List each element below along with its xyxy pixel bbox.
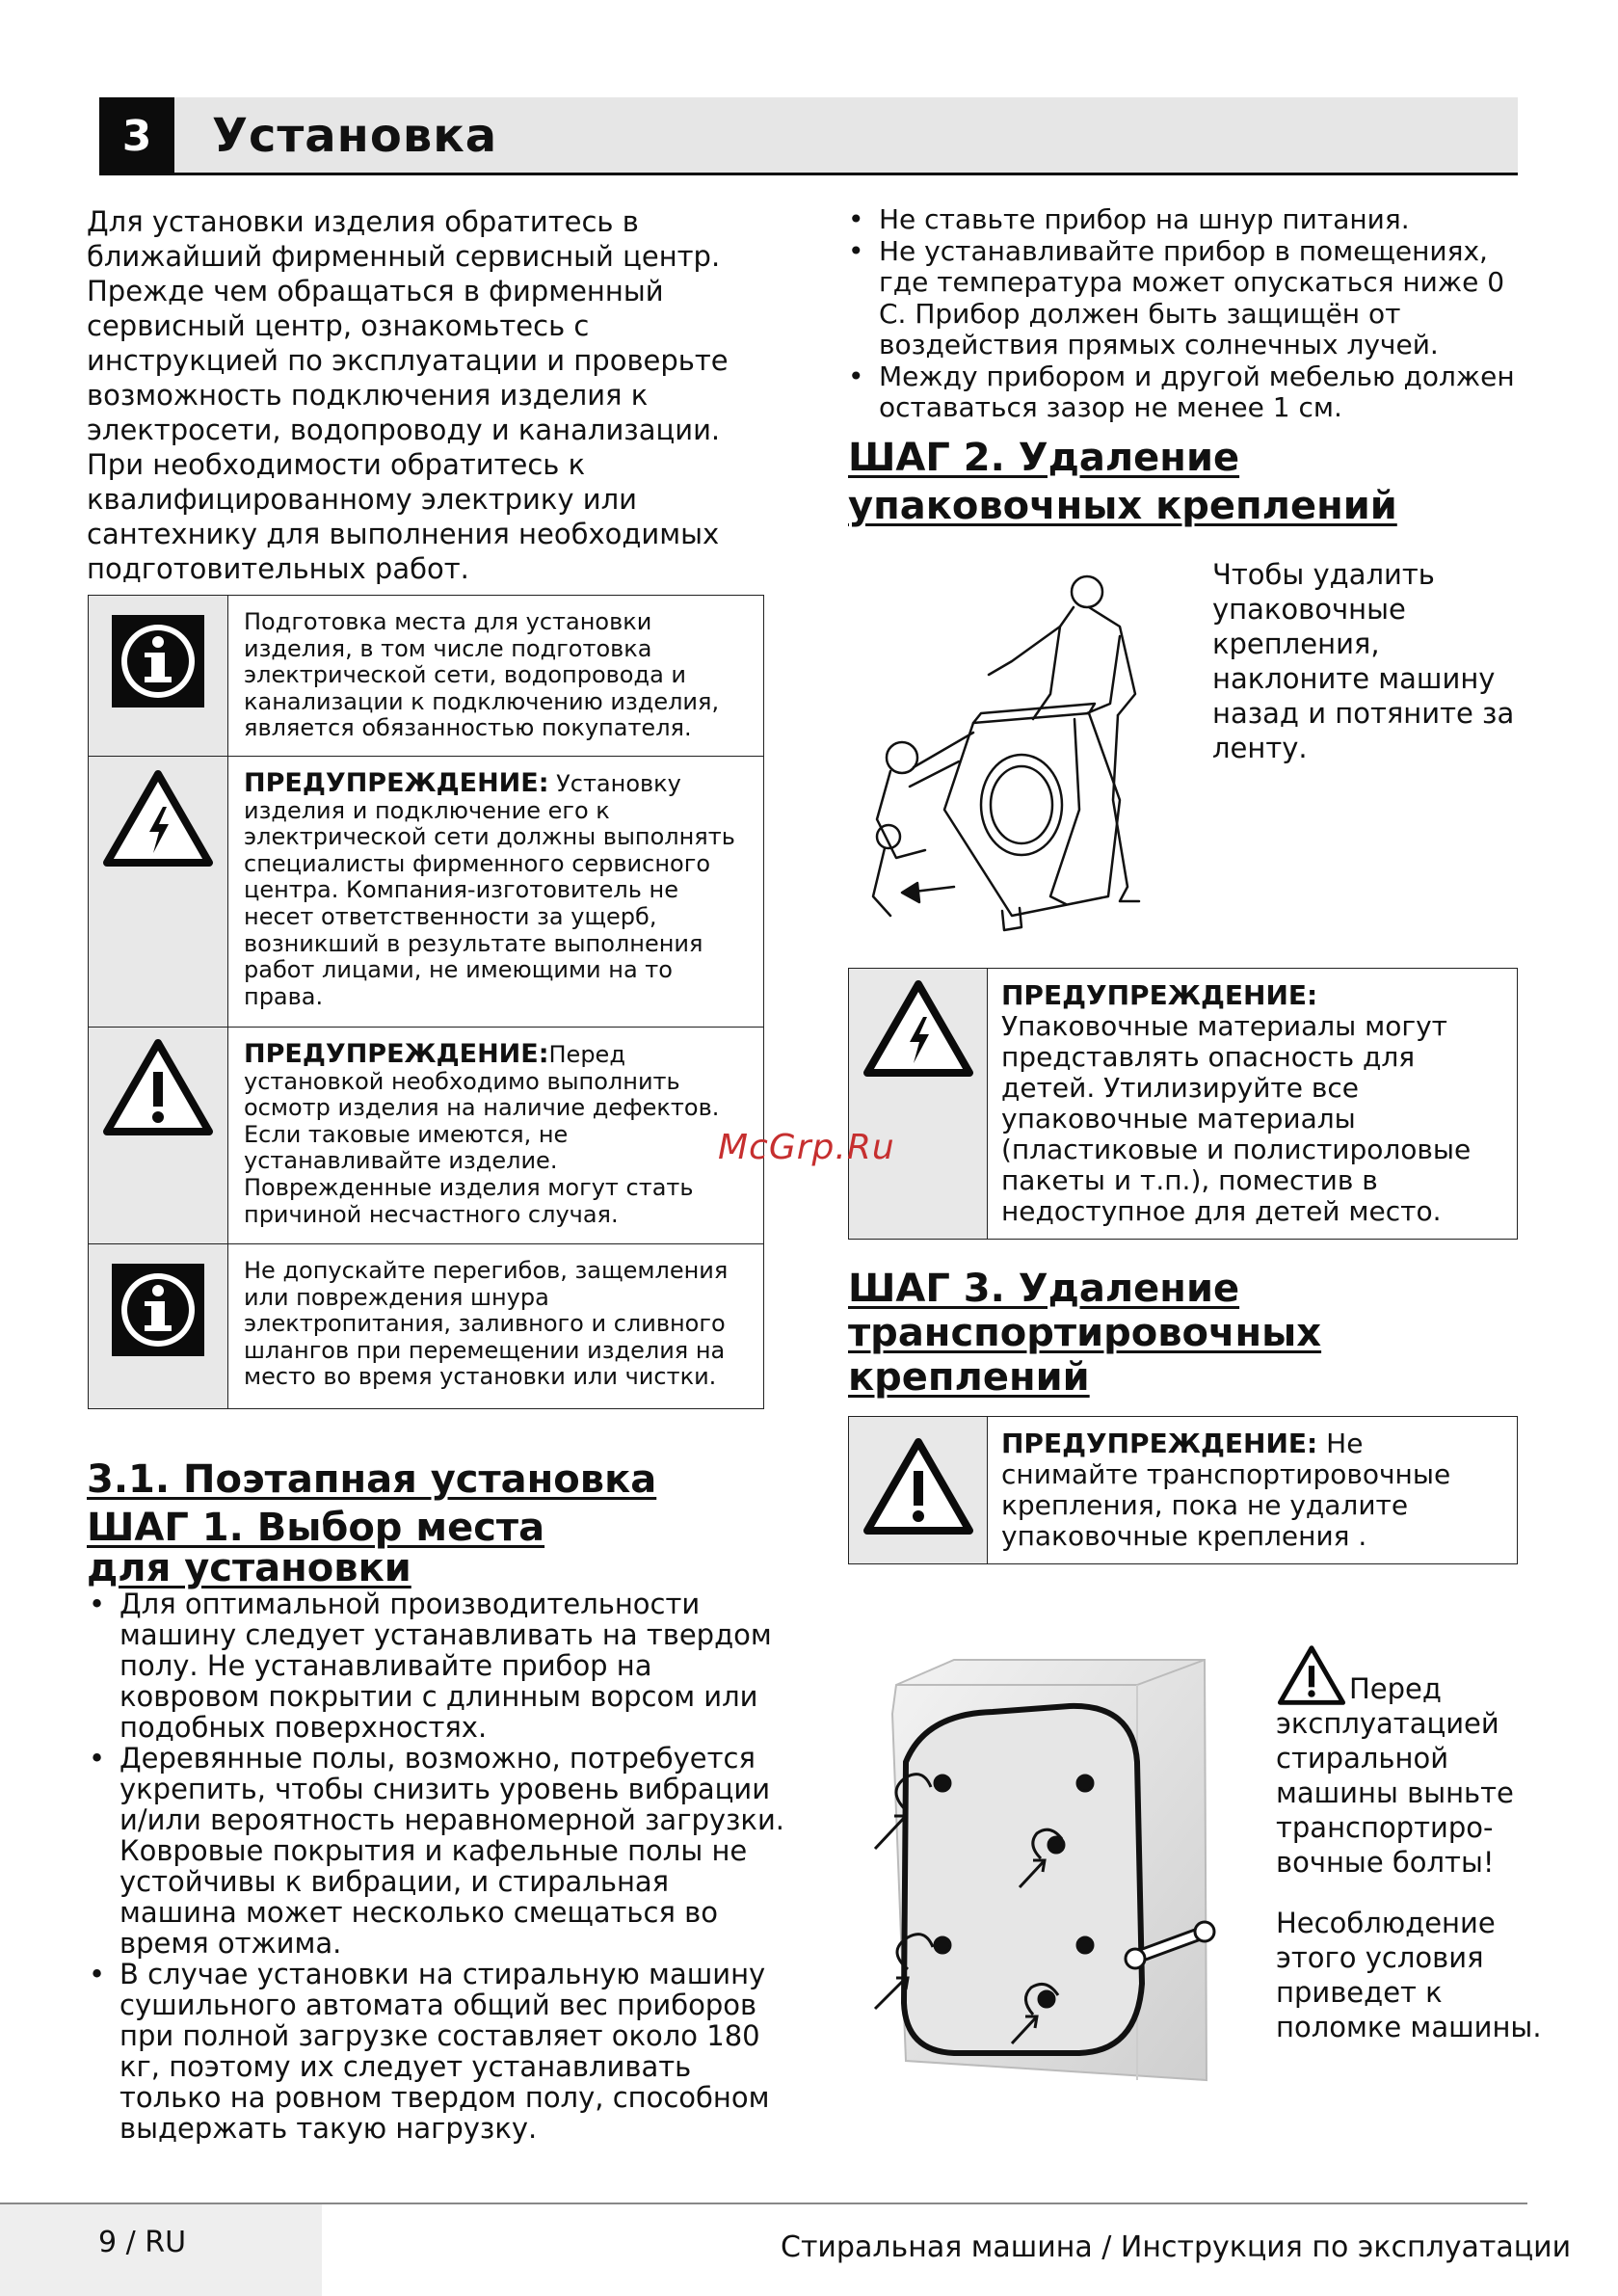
step2-instruction: Чтобы удалить упаковочные крепления, наклоните машину назад и потяните за ленту. — [1212, 558, 1515, 764]
page-number: 9 / RU — [98, 2226, 187, 2259]
list-item: • Для оптимальной производительности машину следует устанавливать на твердом полу. Не устанавливайте прибор на ковровом покрытии с длинным ворсом или подобных поверхностях. — [87, 1589, 795, 1743]
step2-warning-box — [848, 968, 1518, 1240]
notice-text: Подготовка места для установки изделия, в том числе подготовка электрической сети, водопровода и канализации к подключению изделия, является обязанностью покупателя. — [244, 608, 720, 742]
electric-warning-icon — [89, 757, 228, 1027]
step3-warning-box — [848, 1416, 1518, 1564]
list-item: • Деревянные полы, возможно, потребуется укрепить, чтобы снизить уровень вибрации и/или вероятность неравномерной загрузки. Ковровые покрытия и кафельные полы не устойчивы к вибрации, и стиральная машина может несколько смещаться во время отжима. — [87, 1743, 795, 1959]
warning-text: Упаковочные материалы могут представлять опасность для детей. Утилизируйте все упаковочные материалы (пластиковые и полистироловые пакеты и т.п.), поместив в недоступное для детей место. — [1001, 1010, 1472, 1227]
bolts-note-text: Перед эксплуатацией стиральной машины выньте транспортиро-вочные болты! — [1276, 1672, 1514, 1879]
watermark: McGrp.Ru — [718, 1128, 895, 1167]
notice-row — [89, 1027, 763, 1243]
list-item: • Между прибором и другой мебелью должен оставаться зазор не менее 1 см. — [846, 361, 1540, 424]
subsection-title: 3.1. Поэтапная установка — [87, 1457, 657, 1502]
intro-paragraph: Для установки изделия обратитесь в ближайший фирменный сервисный центр. Прежде чем обращаться в фирменный сервисный центр, ознакомьтесь с инструкцией по эксплуатации и проверьте возможность подключения изделия к электросети, водопроводу и канализации. При необходимости обратитесь к квалифицированному электрику или сантехнику для выполнения необходимых подготовительных работ. — [87, 205, 729, 585]
step3-title-line: креплений — [848, 1355, 1090, 1400]
warning-icon — [89, 1028, 228, 1243]
warning-icon — [849, 1417, 988, 1563]
bolts-consequence-note: Несоблюдение этого условия приведет к поломке машины. — [1276, 1907, 1542, 2043]
bolts-note — [1276, 1644, 1546, 1880]
warning-text: Не снимайте транспортировочные крепления, пока не удалите упаковочные крепления . — [1001, 1428, 1451, 1552]
step3-title — [848, 1267, 1542, 1400]
section-title: Установка — [212, 109, 498, 163]
notice-table — [88, 595, 764, 1409]
list-item: • Не ставьте прибор на шнур питания. — [846, 204, 1540, 236]
notice-row — [89, 1243, 763, 1408]
notice-text: Перед установкой необходимо выполнить осмотр изделия на наличие дефектов. Если таковые имеются, не устанавливайте изделие. Поврежденные изделия могут стать причиной несчастного случая. — [244, 1041, 720, 1228]
step1-title: ШАГ 1. Выбор места — [87, 1506, 545, 1550]
electric-warning-icon — [849, 969, 988, 1239]
notice-title: ПРЕДУПРЕЖДЕНИЕ: — [244, 1039, 549, 1069]
notice-text: Установку изделия и подключение его к электрической сети должны выполнять специалисты фирменного сервисного центра. Компания-изготовитель не несет ответственности за ущерб, возникший в результате выполнения работ лицами, не имеющими на то права. — [244, 770, 735, 1010]
footer-title: Стиральная машина / Инструкция по эксплуатации — [781, 2230, 1572, 2264]
placement-bullet-list — [846, 204, 1540, 424]
list-item: • В случае установки на стиральную машину сушильного автомата общий вес приборов при полной загрузке составляет около 180 кг, поэтому их следует устанавливать только на ровном твердом полу, способном выдержать такую нагрузку. — [87, 1959, 795, 2144]
step3-title-line: ШАГ 3. Удаление — [848, 1267, 1240, 1311]
notice-text: Не допускайте перегибов, защемления или повреждения шнура электропитания, заливного и сливного шлангов при перемещении изделия на место во время установки или чистки. — [244, 1257, 729, 1391]
step2-title — [848, 436, 1542, 528]
step1-bullet-list — [87, 1589, 795, 2144]
transport-bolts-illustration — [848, 1656, 1224, 2090]
warning-title: ПРЕДУПРЕЖДЕНИЕ: — [1001, 979, 1318, 1011]
step3-title-line: транспортировочных — [848, 1311, 1322, 1355]
tilting-machine-illustration — [867, 569, 1185, 940]
step2-title-line: упаковочных креплений — [848, 484, 1397, 528]
info-icon — [89, 1244, 228, 1408]
warning-title: ПРЕДУПРЕЖДЕНИЕ: — [1001, 1428, 1318, 1459]
notice-row — [89, 756, 763, 1027]
notice-title: ПРЕДУПРЕЖДЕНИЕ: — [244, 768, 549, 798]
step2-title-line: ШАГ 2. Удаление — [848, 436, 1240, 480]
notice-row — [89, 596, 763, 756]
step1-title-cont: для установки — [87, 1546, 411, 1590]
section-number: 3 — [99, 97, 174, 175]
info-icon — [89, 596, 228, 756]
list-item: • Не устанавливайте прибор в помещениях, где температура может опускаться ниже 0 С. Прибор должен быть защищён от воздействия прямых солнечных лучей. — [846, 236, 1540, 361]
warning-icon — [1276, 1644, 1347, 1706]
